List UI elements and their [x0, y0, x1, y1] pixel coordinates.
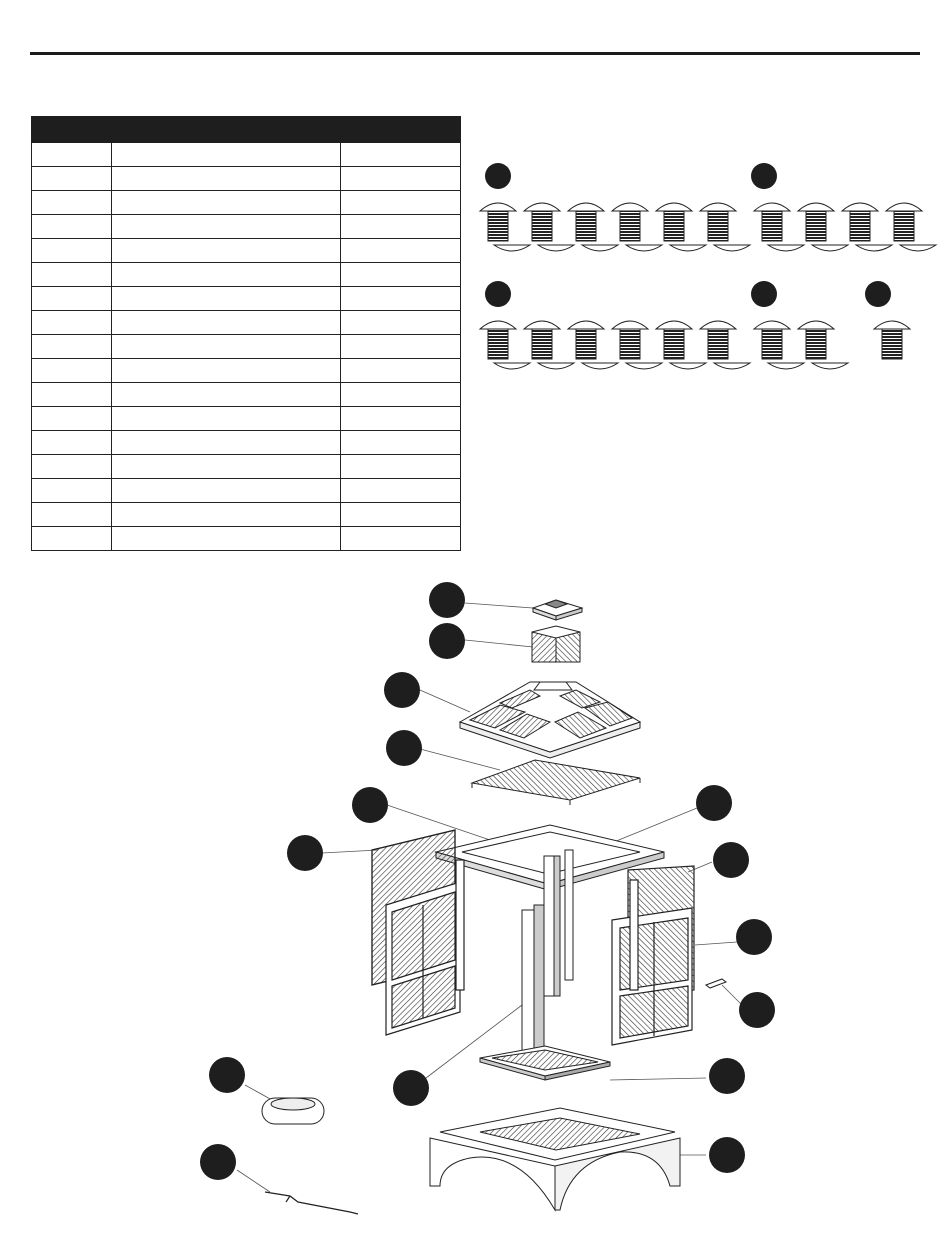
callout-circle — [739, 992, 775, 1028]
hardware-group-d — [751, 281, 848, 369]
callout-circle — [713, 842, 749, 878]
bolt — [524, 321, 574, 369]
callout-circle — [209, 1057, 245, 1093]
callout-circle — [386, 730, 422, 766]
fire-bowl-tray — [480, 1046, 610, 1080]
bolt — [754, 203, 804, 251]
hardware-group-e — [865, 281, 910, 359]
hardware-marker — [485, 163, 511, 189]
bolt — [874, 321, 910, 359]
dome-lid — [460, 682, 640, 758]
callout-circle — [709, 1137, 745, 1173]
bolt — [798, 203, 848, 251]
hardware-group-a — [480, 163, 750, 251]
back-legs — [544, 850, 573, 996]
callout-circle — [429, 582, 465, 618]
bolt — [612, 203, 662, 251]
bolt — [754, 321, 804, 369]
bolt — [798, 321, 848, 369]
bolt — [524, 203, 574, 251]
callout-circle — [200, 1144, 236, 1180]
left-screen-panels — [372, 830, 464, 1035]
callout-circle — [287, 835, 323, 871]
hardware-marker — [865, 281, 891, 307]
bolt — [700, 203, 750, 251]
hardware-marker — [485, 281, 511, 307]
hardware-marker — [751, 281, 777, 307]
callout-circle — [429, 623, 465, 659]
hardware-group-c — [480, 281, 750, 369]
bolt — [480, 203, 530, 251]
bolt — [656, 321, 706, 369]
hardware-group-b — [751, 163, 936, 251]
callout-circle — [352, 787, 388, 823]
bolt — [568, 203, 618, 251]
log-block — [262, 1098, 324, 1124]
callout-circle — [736, 919, 772, 955]
callout-circle — [384, 672, 420, 708]
callout-circle — [393, 1070, 429, 1106]
fire-poker — [265, 1192, 358, 1214]
bolt — [568, 321, 618, 369]
hardware-marker — [751, 163, 777, 189]
spark-grate — [472, 760, 640, 805]
chimney-cap — [533, 600, 582, 620]
bolt — [612, 321, 662, 369]
callout-circle — [696, 785, 732, 821]
bolt — [480, 321, 530, 369]
callout-circle — [709, 1058, 745, 1094]
bolt — [886, 203, 936, 251]
bolt — [656, 203, 706, 251]
bolt — [842, 203, 892, 251]
chimney-screen — [532, 626, 580, 662]
front-leg — [522, 905, 544, 1060]
door-handle — [706, 979, 726, 988]
right-screen-panels — [612, 866, 694, 1045]
base-stand — [430, 1108, 680, 1210]
bolt — [700, 321, 750, 369]
